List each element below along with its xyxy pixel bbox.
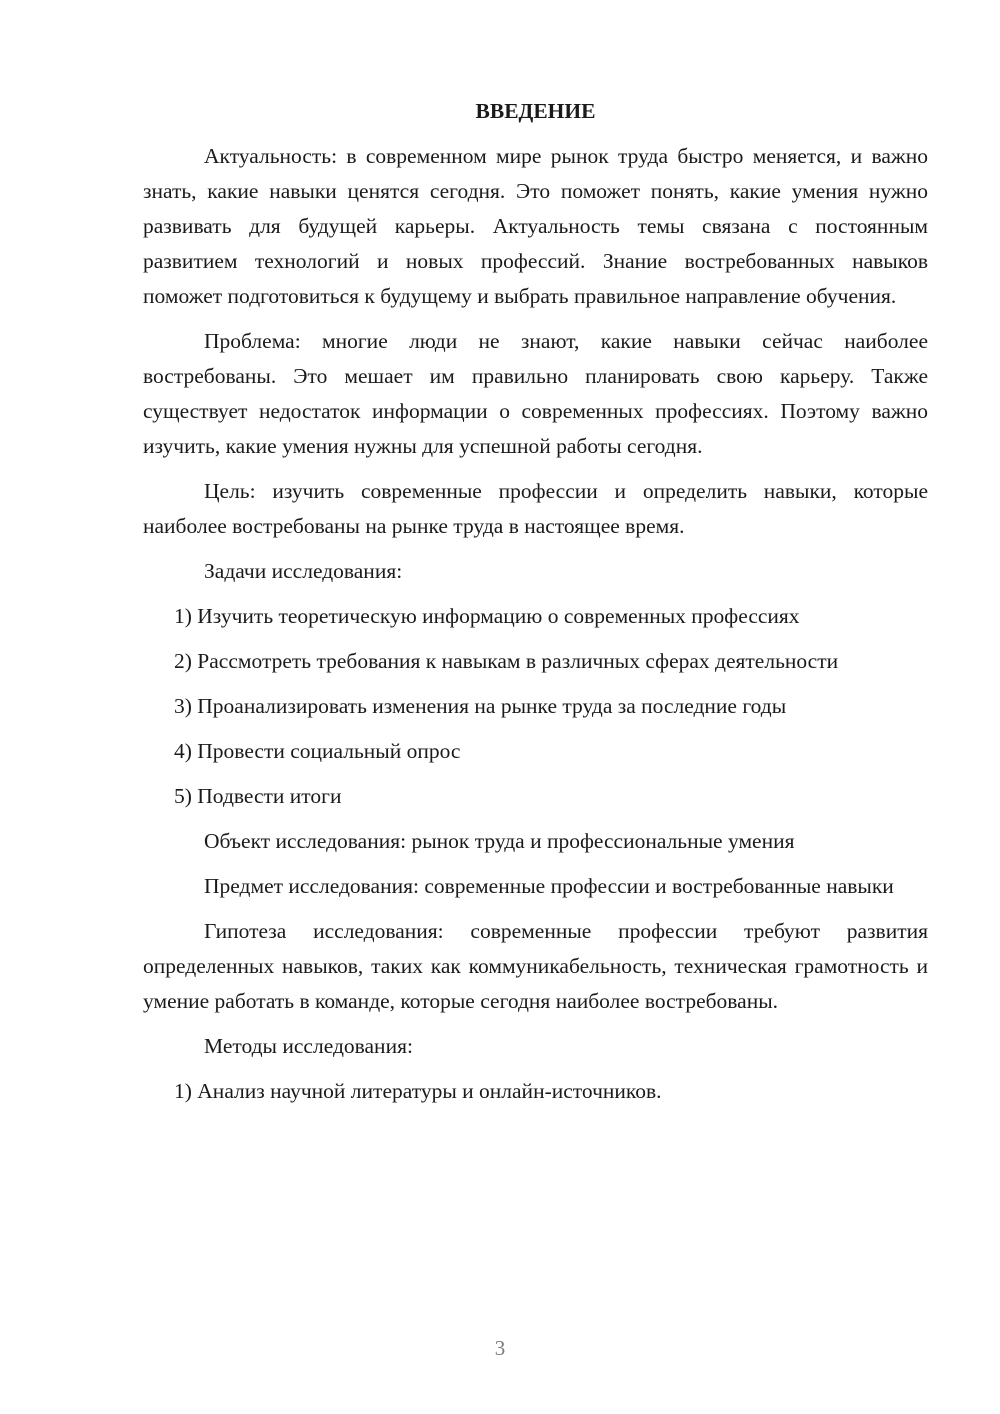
page-number: 3 bbox=[494, 1336, 506, 1360]
task-item-5: 5) Подвести итоги bbox=[174, 784, 342, 808]
goal-paragraph: Цель: изучить современные профессии и определить навыки, которые наиболее востребованы на рынке труда в настоящее время. bbox=[143, 479, 928, 538]
object-paragraph: Объект исследования: рынок труда и профессиональные умения bbox=[204, 829, 795, 853]
task-item-1: 1) Изучить теоретическую информацию о современных профессиях bbox=[174, 604, 800, 628]
section-title: ВВЕДЕНИЕ bbox=[475, 99, 596, 123]
method-item-1: 1) Анализ научной литературы и онлайн-источников. bbox=[174, 1079, 662, 1103]
relevance-paragraph: Актуальность: в современном мире рынок труда быстро меняется, и важно знать, какие навыки ценятся сегодня. Это поможет понять, какие умения нужно развивать для будущей карьеры. Актуальность темы связана с постоянным развитием технологий и новых профессий. Знание востребованных навыков поможет подготовиться к будущему и выбрать правильное направление обучения. bbox=[143, 144, 928, 308]
subject-paragraph: Предмет исследования: современные профессии и востребованные навыки bbox=[204, 874, 894, 898]
hypothesis-paragraph: Гипотеза исследования: современные профессии требуют развития определенных навыков, таких как коммуникабельность, техническая грамотность и умение работать в команде, которые сегодня наиболее востребованы. bbox=[143, 919, 928, 1013]
methods-heading: Методы исследования: bbox=[204, 1034, 413, 1058]
tasks-heading: Задачи исследования: bbox=[204, 559, 403, 583]
task-item-3: 3) Проанализировать изменения на рынке труда за последние годы bbox=[174, 694, 787, 718]
task-item-4: 4) Провести социальный опрос bbox=[174, 739, 461, 763]
task-item-2: 2) Рассмотреть требования к навыкам в различных сферах деятельности bbox=[174, 649, 839, 673]
problem-paragraph: Проблема: многие люди не знают, какие навыки сейчас наиболее востребованы. Это мешает им правильно планировать свою карьеру. Также существует недостаток информации о современных профессиях. Поэтому важно изучить, какие умения нужны для успешной работы сегодня. bbox=[143, 329, 928, 458]
page-content bbox=[143, 94, 928, 1119]
